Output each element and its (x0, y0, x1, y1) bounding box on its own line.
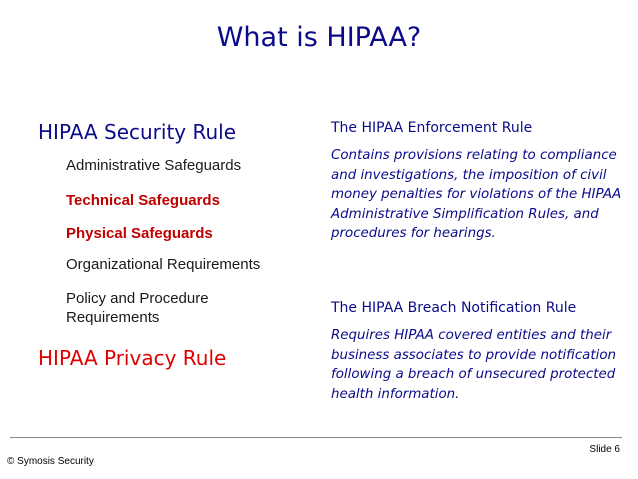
policy-procedure-item-line2: Requirements (66, 309, 160, 326)
copyright-notice: © Symosis Security (7, 456, 94, 467)
policy-procedure-item-line1: Policy and Procedure (66, 290, 209, 307)
administrative-safeguards-item: Administrative Safeguards (66, 157, 242, 174)
security-rule-section (38, 118, 308, 370)
privacy-rule-heading: HIPAA Privacy Rule (38, 346, 227, 370)
breach-rule-description: Requires HIPAA covered entities and their business associates to provide notification following a breach of unsecured protected health information. (331, 328, 617, 402)
enforcement-rule-description: Contains provisions relating to compliance and investigations, the imposition of civil money penalties for violations of the HIPAA Administrative Simplification Rules, and procedures for hearings. (331, 148, 622, 241)
organizational-requirements-item: Organizational Requirements (66, 256, 261, 273)
technical-safeguards-item: Technical Safeguards (66, 192, 220, 209)
breach-rule-heading: The HIPAA Breach Notification Rule (331, 300, 577, 316)
slide-number: Slide 6 (589, 444, 620, 455)
security-rule-heading: HIPAA Security Rule (38, 120, 237, 144)
slide-title: What is HIPAA? (216, 22, 422, 53)
enforcement-rule-heading: The HIPAA Enforcement Rule (331, 120, 533, 136)
footer-divider (10, 437, 622, 438)
physical-safeguards-item: Physical Safeguards (66, 225, 213, 242)
